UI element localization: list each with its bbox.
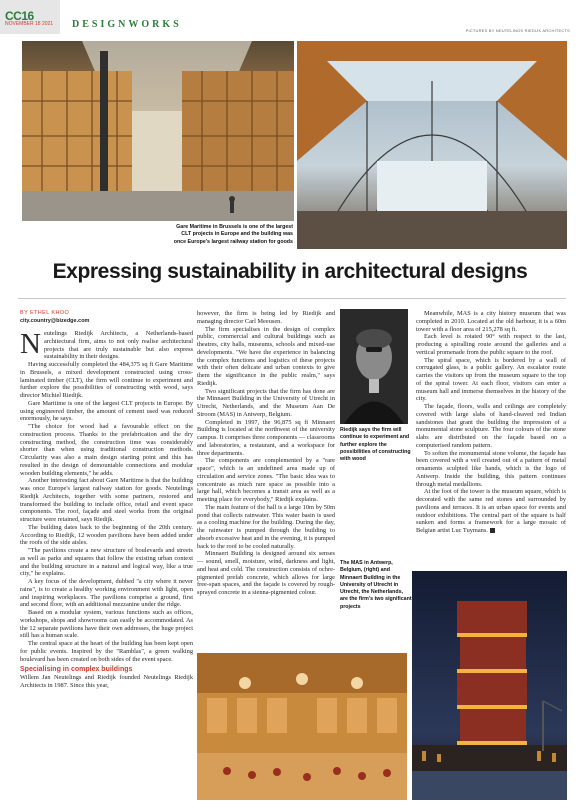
byline: BY ETHEL KHOO (20, 310, 70, 316)
paragraph: Minnaert Building is designed around six senses — sound, smell, moisture, wind, darkness and light, and heat and cold. The construction consists of ochre-pigmented prefab concrete, which allows for large free-span spaces, and the façade is covered by rough-sprayed concrete in a sienna-pigmented colour. (197, 550, 335, 596)
article-column-3 (416, 310, 566, 535)
minnaert-building-photo (197, 653, 407, 800)
photo-credit: PICTURES BY NEUTELINGS RIEDIJK ARCHITECTS (465, 28, 570, 33)
page-number-box (0, 0, 60, 34)
paragraph: Based on a modular system, various functions such as offices, workshops, shops and showrooms can easily be accommodated. As the 12 separate pavilions have their own addresses, the huge project still has a human scale. (20, 609, 193, 640)
paragraph: The main feature of the hall is a large 10m by 50m pond that collects rainwater. This water basin is used as a cooling machine for the building. During the day, the rainwater is pumped through the building to absorb excessive heat and in the evening, it is pumped back to the roof to be cooled naturally. (197, 503, 335, 550)
paragraph: The central space at the heart of the building has been kept open for public events. Inspired by the "Ramblas", a green walking boulevard has been created on both sides of the event space. (20, 640, 193, 663)
gare-maritime-hall-photo (297, 41, 567, 249)
page-header (0, 0, 580, 34)
issue-date: NOVEMBER 18 2021 (5, 21, 54, 27)
riedijk-portrait-photo (340, 309, 408, 424)
gare-maritime-wood-photo (22, 41, 294, 221)
paragraph: Having successfully completed the 484,375 sq ft Gare Maritime in Brussels, a mixed development constructed using cross-laminated timber (CLT), the firm will continue to experiment and further explore the possibilities of constructing with wood, says director Michiel Riedijk. (20, 361, 193, 399)
paragraph: however, the firm is being led by Riedijk and managing director Carl Meeusen. (197, 310, 335, 325)
paragraph: Two significant projects that the firm has done are the Minnaert Building in the University of Utrecht in Utrecht, Netherlands, and the Museum Aan De Stroom (MAS) in Antwerp, Belgium. (197, 387, 335, 418)
paragraph: Gare Maritime is one of the largest CLT projects in Europe. By using engineered timber, the amount of cement used was reduced enormously, he says. (20, 399, 193, 423)
end-mark-icon (490, 528, 495, 533)
paragraph: "The pavilions create a new structure of boulevards and streets as well as parks and squares that follow the existing urban context and the building structure in a natural and logical way, like a true city," he explains. (20, 547, 193, 578)
paragraph (416, 488, 566, 535)
portrait-caption: Riedijk says the firm will continue to experiment and further explore the possibilities of constructing with wood (340, 427, 411, 463)
top-photo-caption: Gare Maritime in Brussels is one of the largest CLT projects in Europe and the building was once Europe's largest railway station for goods (173, 224, 293, 245)
paragraph: Meanwhile, MAS is a city history museum that was completed in 2010. Located at the old harbour, it is a 60m tower with a floor area of 215,278 sq ft. (416, 310, 566, 333)
mas-antwerp-photo (412, 571, 567, 800)
subheading: Specialising in complex buildings (20, 666, 133, 674)
lead-paragraph (20, 330, 193, 361)
article-headline: Expressing sustainability in architectural designs (52, 260, 528, 283)
paragraph: The spiral space, which is bordered by a wall of corrugated glass, is a public gallery. An escalator route carries the visitors up from the museum square to the top of the spiral tower. At each floor, visitors can enter a museum hall and immerse themselves in the history of the city. (416, 356, 566, 403)
paragraph: The façade, floors, walls and ceilings are completely covered with large slabs of hand-cleaved red Indian sandstones that grant the building the impression of a monumental stone sculpture. The four colours of the stone slabs are distributed on the façade based on a computerised random pattern. (416, 403, 566, 449)
paragraph: Another interesting fact about Gare Maritime is that the building was once Europe's largest railway station for goods. Neutelings Riedijk Architects, together with some partners, restored and transformed the building to include office, retail and event space components. The roof, façade and steel works from the original structure were retained, says Riedijk. (20, 477, 193, 523)
paragraph: The firm specialises in the design of complex public, commercial and cultural buildings such as theatres, city halls, museums, schools and mixed-use developments. "We have the experience in balancing the complex functions and logistics of these projects with their often delicate and urban contexts to give them the significance in the public realm," says Riedijk. (197, 325, 335, 387)
page-number: CC16 (5, 9, 34, 23)
section-title: DESIGNWORKS (72, 19, 182, 30)
paragraph: Willem Jan Neutelings and Riedijk founded Neutelings Riedijk Architects in 1987. Since this year, (20, 674, 193, 689)
article-column-1 (20, 330, 193, 690)
paragraph: The components are complemented by a "rare space", which is an undefined area made up of circulation and service zones. "The basic idea was to concentrate as much rare space as possible into a large hall, which becomes a transit area as well as a meeting place for everybody," Riedijk explains. (197, 457, 335, 503)
paragraph: "The choice for wood had a favourable effect on the construction process. Thanks to the prefabrication and the dry constructing method, the construction time was considerably shorter than when using traditional construction methods. Circularity was also a main design starting point and this has resulted in the design of demountable connections and modular wooden building elements," he adds. (20, 423, 193, 477)
paragraph: The building dates back to the beginning of the 20th century. According to Riedijk, 12 wooden pavilions have been added under the roofs of the side aisles. (20, 523, 193, 547)
article-column-2 (197, 310, 335, 597)
paragraph: Each level is rotated 90° with respect to the last, producing a spiralling route around the galleries and a vertical promenade from the public square to the roof. (416, 333, 566, 356)
author-email[interactable]: city.country@bizedge.com (20, 318, 90, 324)
paragraph: Completed in 1997, the 96,875 sq ft Minnaert Building is located at the northwest of the university campus. It comprises three components — classrooms and laboratories, a restaurant, and a workspace for three departments. (197, 418, 335, 457)
projects-caption: The MAS in Antwerp, Belgium, (right) and Minnaert Building in the University of Utrecht in Utrecht, the Netherlands, are the firm's two significant projects (340, 560, 412, 610)
paragraph: A key focus of the development, dubbed "a city where it never rains", is to create a healthy working environment with light, open and inspiring workplaces. The pavilions comprise a ground, first and second floor, with an additional mezzanine under the ridge. (20, 578, 193, 609)
headline-divider (18, 298, 566, 299)
paragraph-text: At the foot of the tower is the museum square, which is decorated with the same red stones and surrounded by pavilions and terraces. It is an urban space for events and outdoor exhibitions. The central part of the square is half sunken and forms a framework for a large mosaic of Belgian artist Luc Tuymans. (416, 488, 566, 534)
paragraph: To soften the monumental stone volume, the façade has been covered with a veil created out of a pattern of metal ornaments sculpted like hands, which is the logo of Antwerp. Inside the building, this pattern continues through metal medallions. (416, 449, 566, 488)
drop-cap: N (20, 328, 41, 360)
lead-text: eutelings Riedijk Architects, a Netherlands-based architectural firm, aims to not only realise architectural projects that are truly sustainable but also express sustainability in their designs. (43, 330, 193, 361)
